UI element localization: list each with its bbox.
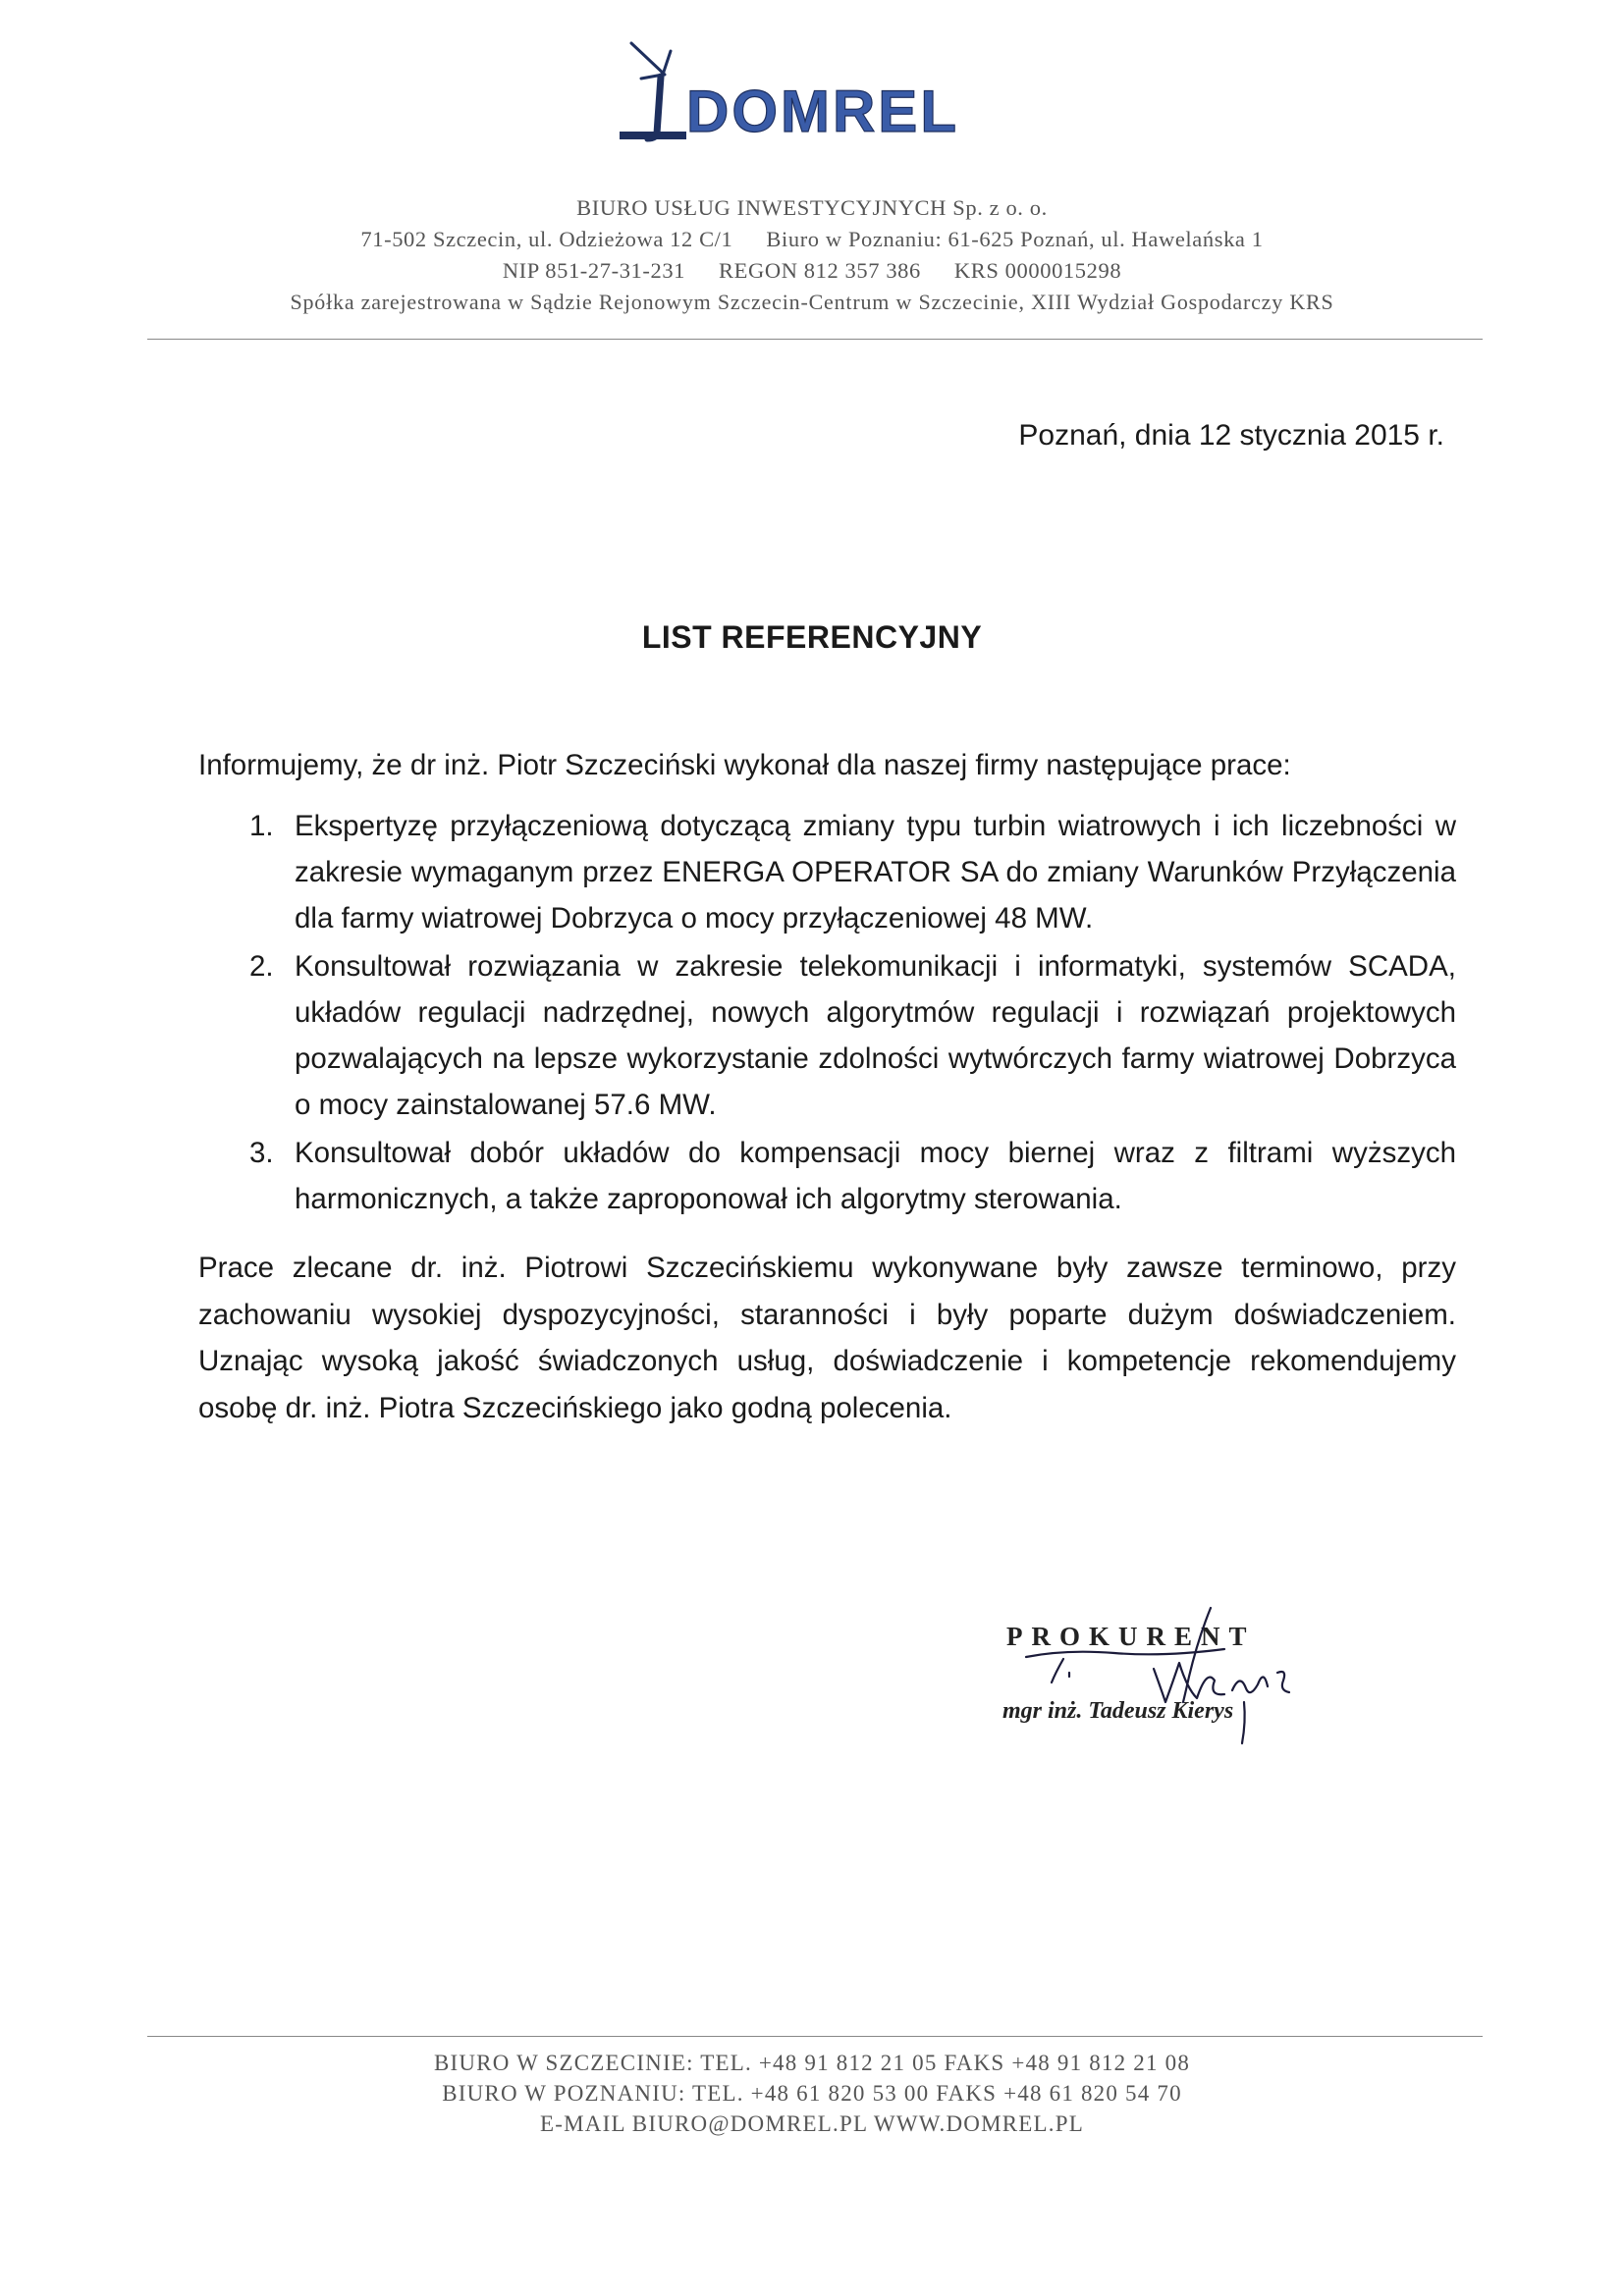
footer-szczecin: BIURO W SZCZECINIE: TEL. +48 91 812 21 05 FAKS +48 91 812 21 08	[433, 2051, 1191, 2075]
logo-wordmark: DOMREL	[686, 79, 959, 144]
list-item-text: Ekspertyzę przyłączeniową dotyczącą zmiany typu turbin wiatrowych i ich liczebności w zakresie wymaganym przez ENERGA OPERATOR SA do zmiany Warunków Przyłączenia dla farmy wiatrowej Dobrzyca o mocy przyłączeniowej 48 MW.	[295, 810, 1456, 934]
registry-line	[147, 255, 1477, 287]
logo-base-bar	[620, 132, 686, 139]
letter-title: LIST REFERENCYJNY	[641, 619, 983, 655]
address-poznan: Biuro w Poznaniu: 61-625 Poznań, ul. Hawelańska 1	[766, 227, 1264, 251]
footer-web: E-MAIL BIURO@DOMREL.PL WWW.DOMREL.PL	[540, 2111, 1084, 2136]
list-item-number: 1.	[249, 810, 274, 842]
registration-note: Spółka zarejestrowana w Sądzie Rejonowym Szczecin-Centrum w Szczecinie, XIII Wydział Gospodarczy KRS	[290, 290, 1334, 314]
address-szczecin: 71-502 Szczecin, ul. Odzieżowa 12 C/1	[360, 227, 733, 251]
handwritten-signature	[997, 1600, 1330, 1757]
letter-date: Poznań, dnia 12 stycznia 2015 r.	[1018, 419, 1444, 452]
intro-paragraph: Informujemy, że dr inż. Piotr Szczeciński wykonał dla naszej firmy następujące prace:	[198, 749, 1291, 781]
list-item	[224, 943, 1456, 1128]
work-list	[224, 803, 1456, 1224]
list-item-text: Konsultował dobór układów do kompensacji mocy biernej wraz z filtrami wyższych harmonicznych, a także zaproponował ich algorytmy sterowania.	[295, 1137, 1456, 1215]
domrel-logo	[614, 29, 987, 147]
list-item	[224, 1130, 1456, 1222]
stamp-name: mgr inż. Tadeusz Kierys	[1002, 1698, 1234, 1724]
letterhead	[147, 192, 1477, 318]
footer-poznan: BIURO W POZNANIU: TEL. +48 61 820 53 00 FAKS +48 61 820 54 70	[442, 2081, 1182, 2106]
nip-number: NIP 851-27-31-231	[502, 258, 686, 283]
list-item-number: 2.	[249, 950, 274, 983]
header-divider	[147, 339, 1483, 340]
stamp-role: PROKURENT	[1006, 1622, 1256, 1651]
footer-contacts	[0, 2048, 1624, 2139]
wind-turbine-icon	[631, 43, 671, 139]
address-line	[147, 224, 1477, 255]
company-name: BIURO USŁUG INWESTYCYJNYCH Sp. z o. o.	[576, 195, 1048, 220]
footer-divider	[147, 2036, 1483, 2037]
list-item-text: Konsultował rozwiązania w zakresie telekomunikacji i informatyki, systemów SCADA, układów regulacji nadrzędnej, nowych algorytmów regulacji i rozwiązań projektowych pozwalających na lepsze wykorzystanie zdolności wytwórczych farmy wiatrowej Dobrzyca o mocy zainstalowanej 57.6 MW.	[295, 950, 1456, 1121]
krs-number: KRS 0000015298	[953, 258, 1122, 283]
signature-stamp	[997, 1600, 1330, 1757]
list-item	[224, 803, 1456, 941]
regon-number: REGON 812 357 386	[719, 258, 921, 283]
list-item-number: 3.	[249, 1137, 274, 1169]
closing-paragraph: Prace zlecane dr. inż. Piotrowi Szczecińskiemu wykonywane były zawsze terminowo, przy zachowaniu wysokiej dyspozycyjności, staranności i były poparte dużym doświadczeniem. Uznając wysoką jakość świadczonych usług, doświadczenie i kompetencje rekomendujemy osobę dr. inż. Piotra Szczecińskiego jako godną polecenia.	[198, 1252, 1456, 1424]
